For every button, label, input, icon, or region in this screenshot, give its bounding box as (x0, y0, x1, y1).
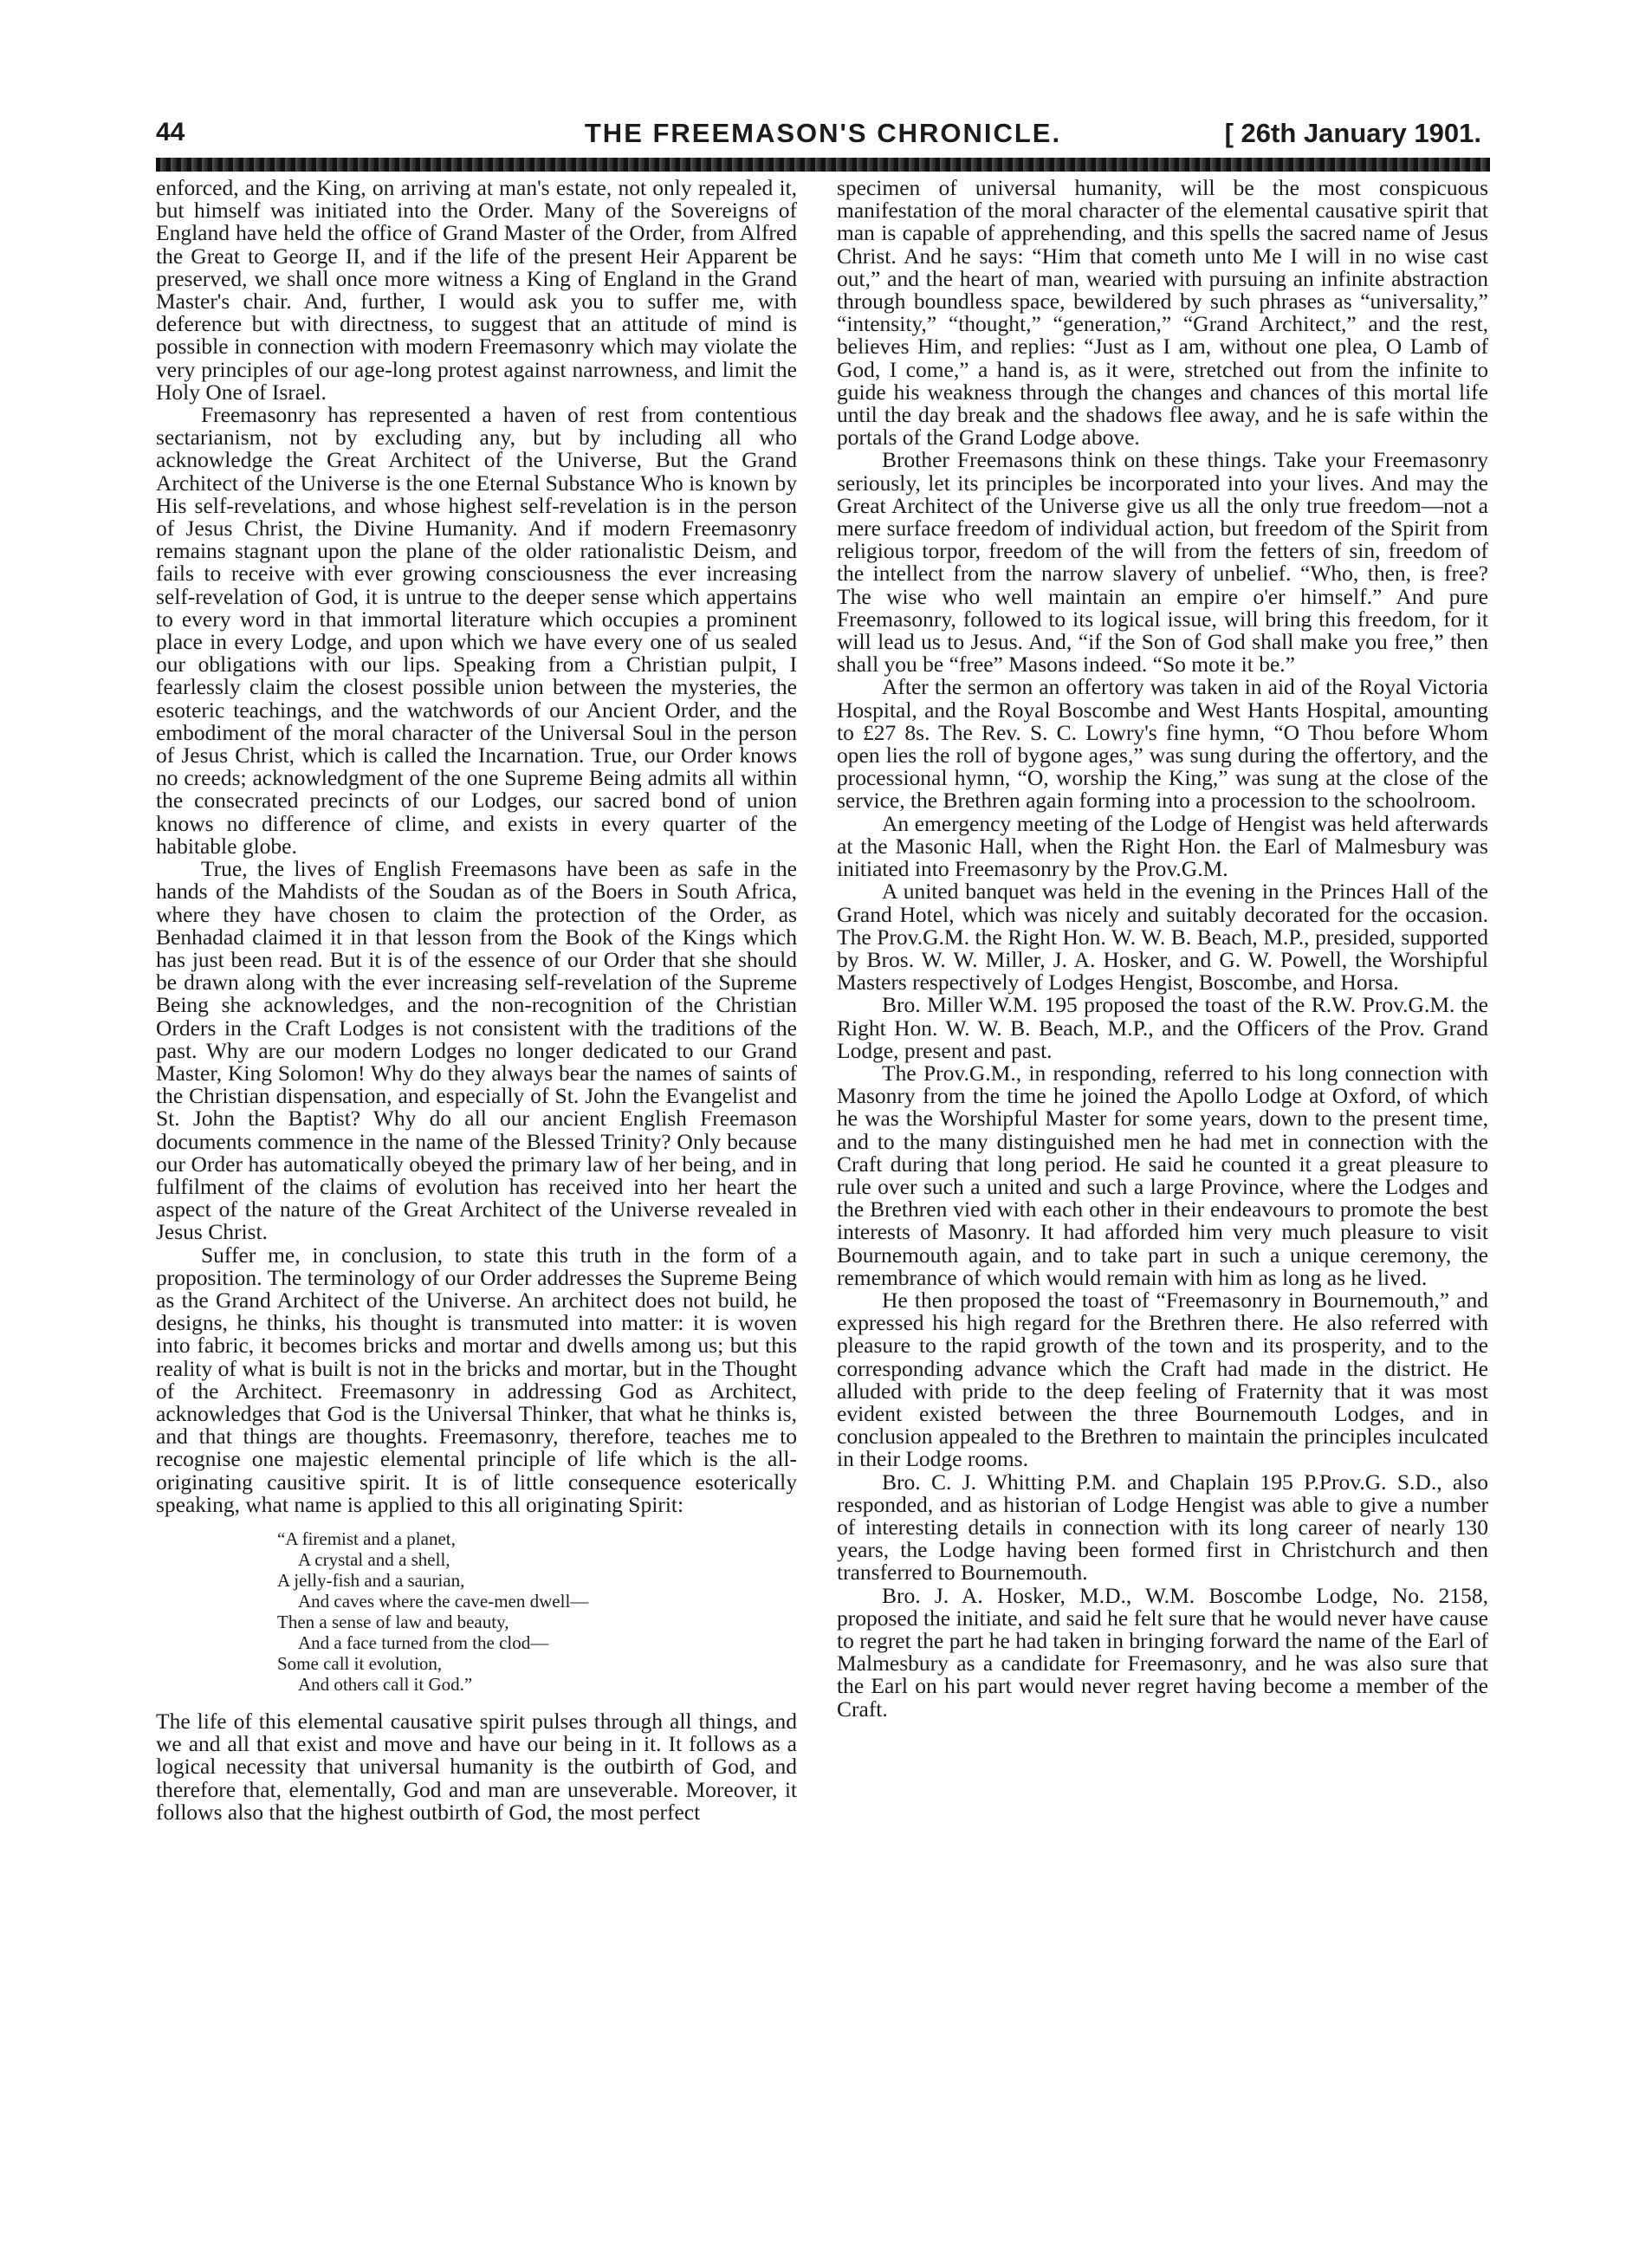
poem-line: A crystal and a shell, (298, 1548, 450, 1570)
left-column (156, 177, 797, 1824)
poem-line: And a face turned from the clod— (298, 1631, 549, 1653)
page-number: 44 (156, 118, 185, 146)
poem-quote (156, 1528, 797, 1695)
paragraph: Bro. Miller W.M. 195 proposed the toast of the R.W. Prov.G.M. the Right Hon. W. W. B. Beach, M.P., and the Officers of the Prov. Grand Lodge, present and past. (837, 992, 1488, 1063)
poem-line: Then a sense of law and beauty, (277, 1611, 509, 1632)
publication-title: THE FREEMASON'S CHRONICLE. (584, 118, 1062, 148)
poem-line: And others call it God.” (298, 1673, 473, 1695)
paragraph: Freemasonry has represented a haven of rest from contentious sectarianism, not by excluding any, but by including all who acknowledge the Great Architect of the Universe, But the Grand Architect of the Universe is the one Eternal Substance Who is known by His self-revelations, and whose highest self-revelation is in the person of Jesus Christ, the Divine Humanity. And if modern Freemasonry remains stagnant upon the plane of the older rationalistic Deism, and fails to receive with ever growing consciousness the ever increasing self-revelation of God, it is untrue to the deeper sense which appertains to every word in that immortal literature which occupies a prominent place in every Lodge, and upon which we have every one of us sealed our obligations with our lips. Speaking from a Christian pulpit, I fearlessly claim the closest possible union between the mysteries, the esoteric teachings, and the watchwords of our Ancient Order, and the embodiment of the moral character of the Universal Soul in the person of Jesus Christ, which is called the Incarnation. True, our Order knows no creeds; acknowledgment of the one Supreme Being admits all within the consecrated precincts of our Lodges, our sacred bond of union knows no difference of clime, and exists in every quarter of the habitable globe. (156, 402, 797, 859)
poem-line: A jelly-fish and a saurian, (277, 1569, 465, 1591)
paragraph: After the sermon an offertory was taken in aid of the Royal Victoria Hospital, and the Royal Boscombe and West Hants Hospital, amounting to £27 8s. The Rev. S. C. Lowry's fine hymn, “O Thou before Whom open lies the roll of bygone ages,” was sung during the offertory, and the processional hymn, “O, worship the King,” was sung at the close of the service, the Brethren again forming into a procession to the schoolroom. (837, 674, 1488, 814)
paragraph: Suffer me, in conclusion, to state this truth in the form of a proposition. The terminology of our Order addresses the Supreme Being as the Grand Architect of the Universe. An architect does not build, he designs, he thinks, his thought is transmuted into matter: it is woven into fabric, it becomes bricks and mortar and dwells among us; but this reality of what is built is not in the bricks and mortar, but in the Thought of the Architect. Freemasonry in addressing God as Architect, acknowledges that God is the Universal Thinker, that what he thinks is, and that things are thoughts. Freemasonry, therefore, teaches me to recognise one majestic elemental principle of life which is the all-originating causitive spirit. It is of little consequence esoterically speaking, what name is applied to this all originating Spirit: (156, 1242, 797, 1517)
paragraph: specimen of universal humanity, will be the most conspicuous manifestation of the moral character of the elemental causative spirit that man is capable of apprehending, and this spells the sacred name of Jesus Christ. And he says: “Him that cometh unto Me I will in no wise cast out,” and the heart of man, wearied with pursuing an infinite abstraction through boundless space, bewildered by such phrases as “universality,” “intensity,” “thought,” “generation,” “Grand Architect,” and the rest, believes Him, and replies: “Just as I am, without one plea, O Lamb of God, I come,” a hand is, as it were, stretched out from the infinite to guide his weakness through the changes and chances of this mortal life until the day break and the shadows flee away, and he is safe within the portals of the Grand Lodge above. (837, 175, 1488, 451)
paragraph: Brother Freemasons think on these things. Take your Freemasonry seriously, let its principles be incorporated into your lives. And may the Great Architect of the Universe give us all the only true freedom—not a mere surface freedom of individual action, but freedom of the Spirit from religious torpor, freedom of the will from the fetters of sin, freedom of the intellect from the narrow slavery of unbelief. “Who, then, is free? The wise who well maintain an empire o'er himself.” And pure Freemasonry, followed to its logical issue, will bring this freedom, for it will lead us to Jesus. And, “if the Son of God shall make you free,” then shall you be “free” Masons indeed. “So mote it be.” (837, 447, 1488, 678)
paragraph: Bro. C. J. Whitting P.M. and Chaplain 195 P.Prov.G. S.D., also responded, and as historian of Lodge Hengist was able to give a number of interesting details in connection with its long career of nearly 130 years, the Lodge having been formed first in Christchurch and then transferred to Bournemouth. (837, 1469, 1488, 1586)
poem-line: Some call it evolution, (277, 1652, 443, 1674)
paragraph: enforced, and the King, on arriving at man's estate, not only repealed it, but himself was initiated into the Order. Many of the Sovereigns of England have held the office of Grand Master of the Order, from Alfred the Great to George II, and if the life of the present Heir Apparent be preserved, we shall once more witness a King of England in the Grand Master's chair. And, further, I would ask you to suffer me, with deference but with directness, to suggest that an attitude of mind is possible in connection with modern Freemasonry which may violate the very principles of our age-long protest against narrowness, and limit the Holy One of Israel. (156, 175, 797, 405)
header-rule (156, 158, 1490, 172)
issue-date: [ 26th January 1901. (1224, 118, 1481, 148)
paragraph: The life of this elemental causative spirit pulses through all things, and we and all that exist and move and have our being in it. It follows as a logical necessity that universal humanity is the outbirth of God, and therefore that, elementally, God and man are unseverable. Moreover, it follows also that the highest outbirth of God, the most perfect (156, 1708, 797, 1825)
paragraph: He then proposed the toast of “Freemasonry in Bournemouth,” and expressed his high regard for the Brethren there. He also referred with pleasure to the rapid growth of the town and its prosperity, and to the corresponding advance which the Craft had made in the district. He alluded with pride to the deep feeling of Fraternity that it was most evident existed between the three Bournemouth Lodges, and in conclusion appealed to the Brethren to maintain the principles inculcated in their Lodge rooms. (837, 1287, 1488, 1472)
poem-line: “A firemist and a planet, (277, 1527, 456, 1549)
paragraph: Bro. J. A. Hosker, M.D., W.M. Boscombe Lodge, No. 2158, proposed the initiate, and said he felt sure that he would never have cause to regret the part he had taken in bringing forward the name of the Earl of Malmesbury as a candidate for Freemasonry, and he was also sure that the Earl on his part would never regret having become a member of the Craft. (837, 1582, 1488, 1722)
paragraph: A united banquet was held in the evening in the Princes Hall of the Grand Hotel, which was nicely and suitably decorated for the occasion. The Prov.G.M. the Right Hon. W. W. B. Beach, M.P., presided, supported by Bros. W. W. Miller, J. A. Hosker, and G. W. Powell, the Worshipful Masters respectively of Lodges Hengist, Boscombe, and Horsa. (837, 879, 1488, 996)
paragraph: True, the lives of English Freemasons have been as safe in the hands of the Mahdists of the Soudan as of the Boers in South Africa, where they have chosen to claim the protection of the Order, as Benhadad claimed it in that lesson from the Book of the Kings which has just been read. But it is of the essence of our Order that she should be drawn along with the ever increasing self-revelation of the Supreme Being she acknowledges, and the non-recognition of the Christian Orders in the Craft Lodges is not consistent with the traditions of the past. Why are our modern Lodges no longer dedicated to our Grand Master, King Solomon! Why do they always bear the names of saints of the Christian dispensation, and especially of St. John the Evangelist and St. John the Baptist? Why do all our ancient English Freemason documents commence in the name of the Blessed Trinity? Only because our Order has automatically obeyed the primary law of her being, and in fulfilment of the claims of evolution has received into her heart the aspect of the nature of the Great Architect of the Universe revealed in Jesus Christ. (156, 856, 797, 1245)
right-column (837, 177, 1488, 1721)
paragraph: The Prov.G.M., in responding, referred to his long connection with Masonry from the time he joined the Apollo Lodge at Oxford, of which he was the Worshipful Master for some years, down to the present time, and to the many distinguished men he had met in connection with the Craft during that long period. He said he counted it a great pleasure to rule over such a united and such a large Province, where the Lodges and the Brethren vied with each other in their endeavours to promote the best interests of Masonry. It had afforded him very much pleasure to visit Bournemouth again, and to take part in such a unique ceremony, the remembrance of which would remain with him as long as he lived. (837, 1060, 1488, 1290)
paragraph: An emergency meeting of the Lodge of Hengist was held afterwards at the Masonic Hall, when the Right Hon. the Earl of Malmesbury was initiated into Freemasonry by the Prov.G.M. (837, 810, 1488, 882)
page-header (156, 118, 1490, 158)
poem-line: And caves where the cave-men dwell— (298, 1590, 589, 1612)
